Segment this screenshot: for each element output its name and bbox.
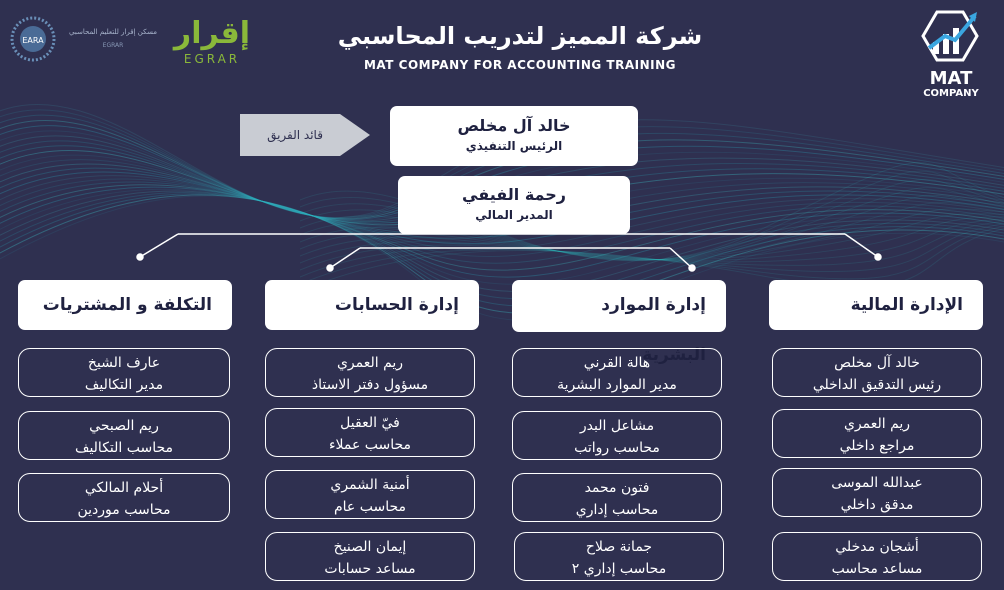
member-name: أحلام المالكي [84,480,164,496]
egrar-logo-en: EGRAR [183,52,241,66]
ceo-role: الرئيس التنفيذي [465,139,563,153]
egrar-logo-ar: إقرار [173,16,251,51]
mat-logo-line1: MAT [929,68,973,89]
member-role: محاسب التكاليف [74,440,174,456]
member-role: محاسب عملاء [328,437,412,453]
connector-line [140,234,178,257]
page-subtitle: MAT COMPANY FOR ACCOUNTING TRAINING [363,58,676,72]
member-name: إيمان الصنيخ [333,539,407,555]
member-role: مساعد محاسب [831,561,923,577]
hr-member-2 [512,411,722,460]
member-role: مساعد حسابات [324,561,416,577]
connector-dot [327,265,333,271]
member-role: محاسب موردين [77,502,171,518]
connector-dot [689,265,695,271]
member-role: مدير التكاليف [84,377,164,393]
member-role: محاسب عام [333,499,407,515]
dept-finance-header: الإدارة المالية [769,280,983,330]
mat-company-logo [915,6,987,102]
member-name: مشاعل البدر [579,418,655,434]
member-name: فتون محمد [584,480,650,496]
member-name: أمنية الشمري [330,477,410,493]
seal-logo-subcaption: EGRAR [102,42,124,49]
member-role: مدير الموارد البشرية [557,377,677,393]
member-role: مراجع داخلي [839,438,915,454]
member-role: محاسب إداري [575,502,659,518]
growth-chart-icon [915,6,985,66]
member-name: عبدالله الموسى [831,475,923,491]
finance-member-1 [772,348,982,397]
egrar-seal-logo [8,14,168,64]
member-name: جمانة صلاح [585,539,653,555]
member-role: محاسب إداري ٢ [571,561,667,577]
svg-text:EARA: EARA [22,36,44,45]
ceo-box [390,106,638,166]
cost-member-3 [18,473,230,522]
connector-dot [875,254,881,260]
hr-member-4 [514,532,724,581]
ceo-name: خالد آل مخلص [457,116,571,135]
finance-member-4 [772,532,982,581]
member-name: عارف الشيخ [87,355,161,371]
cfo-name: رحمة الفيفي [462,185,566,204]
member-name: ريم العمري [843,416,911,432]
cost-member-1 [18,348,230,397]
finance-member-3 [772,468,982,517]
member-name: فيّ العقيل [340,415,400,431]
member-name: أشجان مدخلي [835,539,919,555]
hr-member-3 [512,473,722,522]
cost-member-2 [18,411,230,460]
team-lead-tag [240,114,370,156]
accounts-member-4 [265,532,475,581]
dept-hr-header: إدارة الموارد البشرية [512,280,726,332]
member-name: ريم الصبحي [89,418,159,434]
finance-member-2 [772,409,982,458]
seal-icon [8,14,58,64]
member-role: مسؤول دفتر الاستاذ [311,377,429,393]
seal-logo-caption: مسكن إقرار للتعليم المحاسبي [69,28,157,36]
cfo-role: المدير المالي [475,208,553,222]
accounts-member-3 [265,470,475,519]
cfo-box [398,176,630,234]
team-lead-label: قائد الفريق [267,128,323,142]
dept-accounts-header: إدارة الحسابات [265,280,479,330]
member-name: خالد آل مخلص [834,355,920,371]
accounts-member-1 [265,348,475,397]
member-role: مدقق داخلي [840,497,914,513]
hr-member-1 [512,348,722,397]
page-title: شركة المميز لتدريب المحاسبي [337,22,703,50]
member-role: رئيس التدقيق الداخلي [812,377,942,393]
egrar-logo [172,16,252,76]
connector-dot [137,254,143,260]
member-name: ريم العمري [336,355,404,371]
member-role: محاسب رواتب [574,440,660,456]
member-name: هالة القرني [583,355,651,371]
mat-logo-line2: COMPANY [923,88,979,99]
accounts-member-2 [265,408,475,457]
dept-cost-procurement-header: التكلفة و المشتريات [18,280,232,330]
